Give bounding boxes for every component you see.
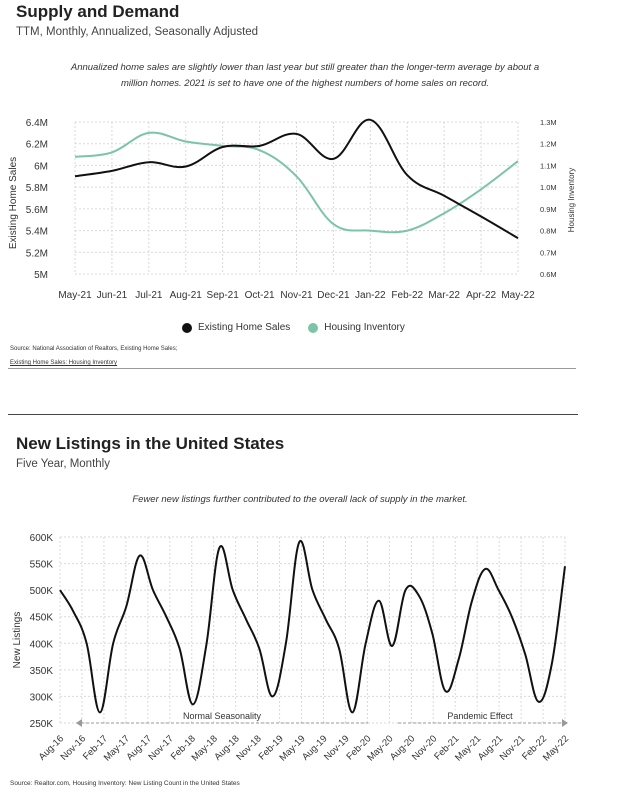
x-tick-label: Aug-20 bbox=[387, 733, 418, 763]
section1-source-line2: Existing Home Sales: Housing Inventory bbox=[10, 360, 118, 366]
x-tick-label: Feb-19 bbox=[256, 733, 286, 763]
chart2-y-ticks bbox=[30, 533, 54, 730]
x-tick-label: Feb-21 bbox=[432, 733, 462, 763]
x-tick-label: May-22 bbox=[540, 733, 572, 764]
x-tick-label: Feb-17 bbox=[80, 733, 111, 763]
section2-subtitle: Five Year, Monthly bbox=[16, 458, 110, 470]
chart2-x-ticks bbox=[37, 733, 571, 763]
x-tick-label: May-18 bbox=[189, 733, 220, 764]
section1-subtitle: TTM, Monthly, Annualized, Seasonally Adjusted bbox=[16, 26, 259, 38]
x-tick-label: Aug-18 bbox=[212, 733, 242, 763]
x-tick-label: Nov-17 bbox=[146, 733, 176, 763]
x-tick-label: Aug-17 bbox=[124, 733, 154, 763]
y2-tick-label: 0.8M bbox=[540, 226, 557, 236]
y2-tick-label: 0.6M bbox=[540, 270, 557, 279]
divider-top bbox=[8, 368, 576, 369]
y-tick-label: 6.4M bbox=[25, 118, 48, 129]
y2-tick-label: 1.0M bbox=[540, 183, 557, 193]
x-tick-label: Jan-22 bbox=[355, 290, 386, 301]
x-tick-label: Nov-19 bbox=[322, 733, 352, 763]
x-tick-label: Oct-21 bbox=[244, 290, 275, 301]
x-tick-label: Mar-22 bbox=[428, 290, 461, 301]
annotation-pandemic-effect bbox=[398, 710, 568, 727]
section1-note-line2: million homes. 2021 is set to have one of the highest numbers of home sales on record. bbox=[120, 78, 490, 89]
chart1-grid bbox=[75, 122, 518, 274]
y-tick-label: 350K bbox=[29, 665, 53, 677]
annotation-label-pandemic: Pandemic Effect bbox=[447, 711, 513, 721]
y2-tick-label: 0.7M bbox=[540, 248, 557, 258]
chart1-y-ticks bbox=[26, 118, 48, 281]
y-tick-label: 6.2M bbox=[25, 139, 48, 151]
section2-source: Source: Realtor.com, Housing Inventory: New Listing Count in the United States bbox=[10, 780, 240, 787]
supply-demand-chart bbox=[0, 108, 634, 308]
legend-item-sales bbox=[182, 322, 290, 333]
x-tick-label: Feb-22 bbox=[520, 733, 550, 763]
x-tick-label: May-21 bbox=[58, 290, 92, 301]
annotation-normal-seasonality bbox=[76, 710, 368, 727]
chart1-y2-axis-label: Housing Inventory bbox=[567, 167, 576, 233]
x-tick-label: Feb-20 bbox=[344, 733, 374, 763]
y-tick-label: 5.4M bbox=[25, 226, 48, 238]
y-tick-label: 450K bbox=[29, 612, 53, 624]
legend-label-inventory: Housing Inventory bbox=[324, 322, 405, 333]
section2-title: New Listings in the United States bbox=[16, 434, 285, 453]
new-listings-chart bbox=[0, 525, 634, 775]
arrow-right-icon bbox=[562, 719, 568, 727]
x-tick-label: Feb-18 bbox=[168, 733, 198, 763]
x-tick-label: Jul-21 bbox=[135, 290, 163, 301]
y2-tick-label: 1.1M bbox=[540, 161, 557, 171]
x-tick-label: Dec-21 bbox=[317, 290, 350, 301]
arrow-left-icon bbox=[76, 719, 82, 727]
x-tick-label: May-22 bbox=[501, 290, 535, 301]
legend-item-inventory bbox=[308, 322, 405, 333]
x-tick-label: Aug-21 bbox=[169, 290, 202, 301]
section1-source-line1: Source: National Association of Realtors, Existing Home Sales; bbox=[10, 346, 178, 352]
y-tick-label: 5.6M bbox=[25, 204, 48, 216]
x-tick-label: Aug-19 bbox=[300, 733, 330, 763]
section1-title: Supply and Demand bbox=[16, 2, 180, 21]
x-tick-label: Apr-22 bbox=[466, 290, 497, 301]
x-tick-label: May-17 bbox=[101, 733, 132, 764]
y-tick-label: 250K bbox=[29, 719, 53, 730]
x-tick-label: Aug-21 bbox=[475, 733, 506, 763]
x-tick-label: May-20 bbox=[365, 733, 396, 764]
y-tick-label: 600K bbox=[29, 533, 53, 544]
y-tick-label: 550K bbox=[29, 559, 53, 571]
x-tick-label: Nov-20 bbox=[409, 733, 440, 763]
y-tick-label: 5.8M bbox=[25, 183, 48, 195]
divider-middle bbox=[8, 414, 578, 415]
y-tick-label: 500K bbox=[29, 586, 53, 598]
chart1-x-ticks bbox=[58, 290, 535, 301]
y-tick-label: 5.2M bbox=[25, 248, 48, 260]
section1-note bbox=[40, 60, 570, 92]
y2-tick-label: 1.2M bbox=[540, 139, 557, 149]
section2-note: Fewer new listings further contributed to the overall lack of supply in the market. bbox=[132, 494, 468, 505]
y-tick-label: 6M bbox=[34, 161, 48, 173]
y-tick-label: 400K bbox=[29, 639, 53, 651]
section1-note-line1: Annualized home sales are slightly lower than last year but still greater than the longer-term average by about a bbox=[70, 62, 540, 73]
x-tick-label: Nov-21 bbox=[497, 733, 528, 763]
x-tick-label: Jun-21 bbox=[96, 290, 128, 301]
y2-tick-label: 0.9M bbox=[540, 204, 557, 214]
x-tick-label: Nov-21 bbox=[280, 290, 313, 301]
x-tick-label: Feb-22 bbox=[391, 290, 424, 301]
x-tick-label: Nov-18 bbox=[234, 733, 264, 763]
x-tick-label: Sep-21 bbox=[206, 290, 239, 301]
legend-dot-sales-icon bbox=[182, 323, 192, 333]
chart2-y-axis-label: New Listings bbox=[12, 611, 23, 669]
legend-label-sales: Existing Home Sales bbox=[198, 322, 291, 333]
chart1-legend bbox=[182, 322, 405, 333]
annotation-label-normal: Normal Seasonality bbox=[182, 711, 262, 721]
x-tick-label: Nov-16 bbox=[58, 733, 89, 763]
x-tick-label: Aug-16 bbox=[36, 733, 67, 763]
y2-tick-label: 1.3M bbox=[540, 118, 557, 127]
legend-dot-inventory-icon bbox=[308, 323, 318, 333]
y-tick-label: 5M bbox=[34, 270, 48, 281]
chart1-y2-ticks bbox=[540, 118, 557, 279]
x-tick-label: May-19 bbox=[277, 733, 308, 764]
chart1-y-axis-label: Existing Home Sales bbox=[8, 156, 19, 250]
y-tick-label: 300K bbox=[29, 692, 53, 704]
x-tick-label: May-21 bbox=[453, 733, 484, 764]
series-line-new-listings bbox=[60, 541, 565, 712]
